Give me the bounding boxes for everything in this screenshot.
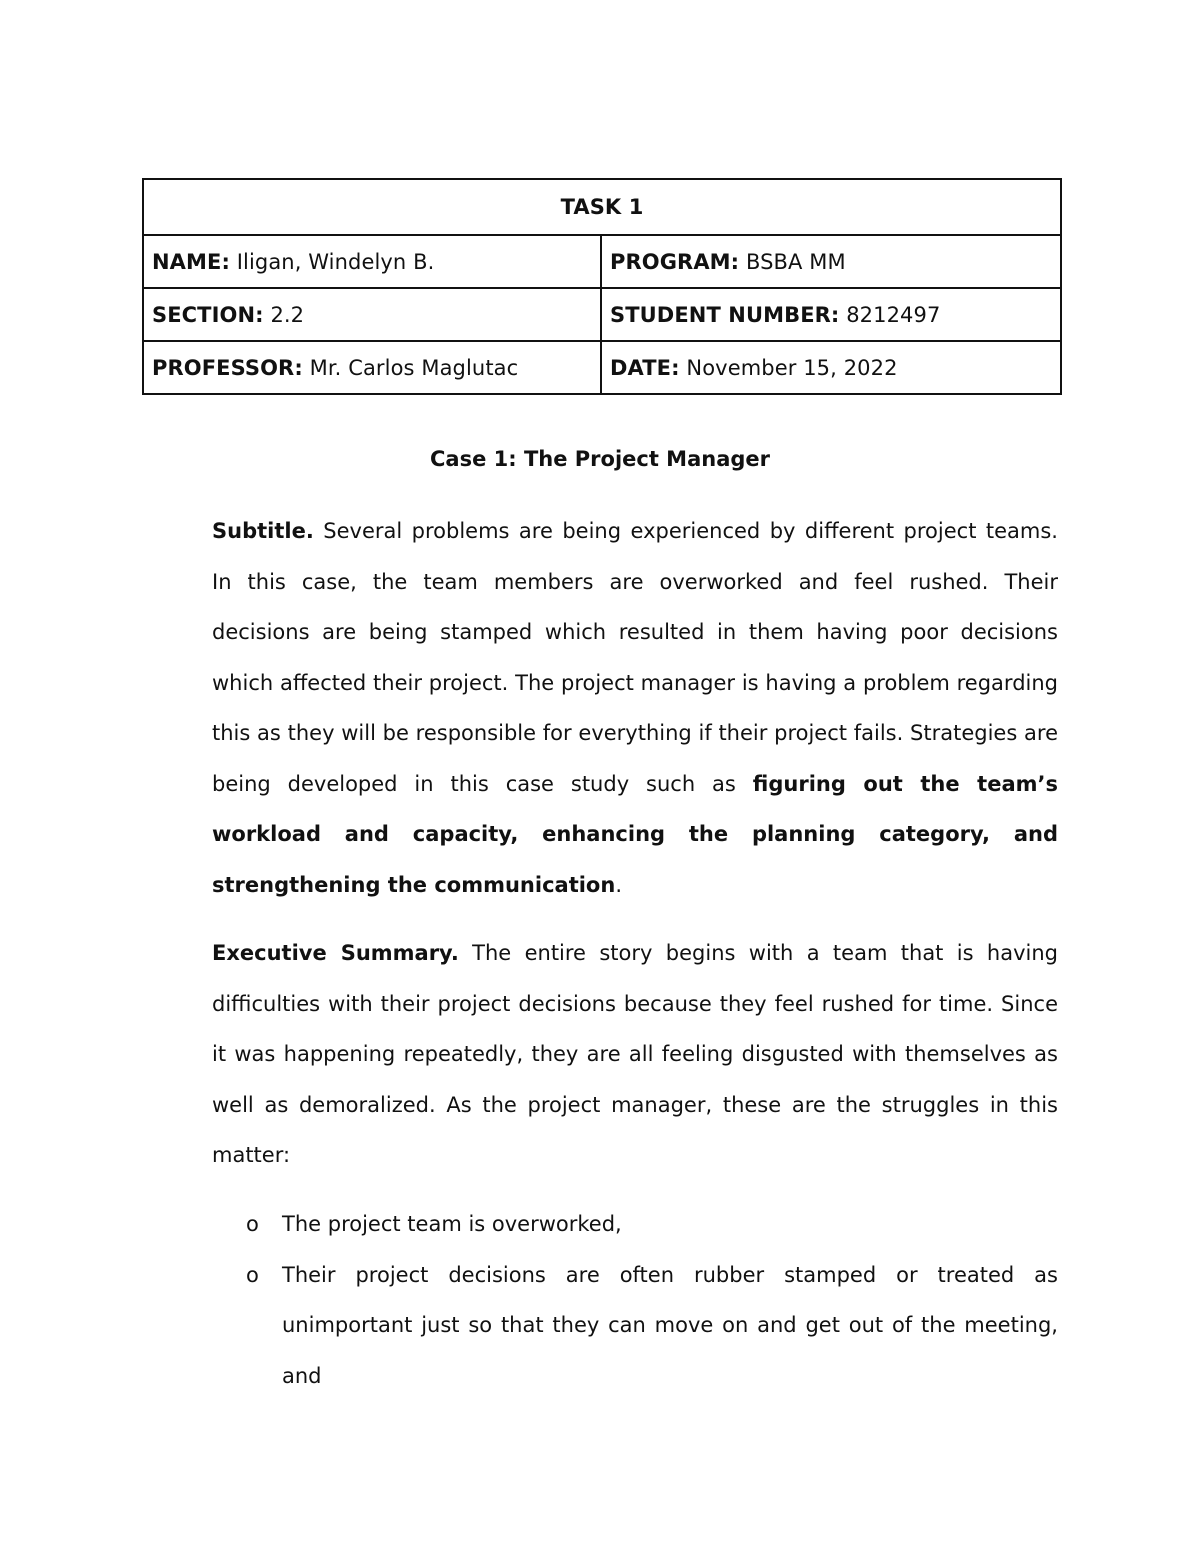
struggles-list: [246, 1199, 1058, 1401]
program-value: BSBA MM: [745, 249, 846, 274]
list-item: [246, 1199, 1058, 1250]
professor-cell: [143, 341, 601, 394]
student-number-value: 8212497: [846, 302, 941, 327]
list-item-text: Their project decisions are often rubber stamped or treated as unimportant just so that they can move on and get out of the meeting, and: [282, 1262, 1058, 1388]
subtitle-emphasis: figuring out the team’s workload and capacity, enhancing the planning category, and strengthening the communication: [212, 771, 1058, 897]
professor-value: Mr. Carlos Maglutac: [309, 355, 519, 380]
student-number-cell: [601, 288, 1061, 341]
date-value: November 15, 2022: [686, 355, 898, 380]
program-label: PROGRAM:: [610, 249, 740, 274]
executive-summary-paragraph: [212, 928, 1058, 1181]
subtitle-end: .: [615, 872, 622, 897]
professor-label: PROFESSOR:: [152, 355, 303, 380]
list-item-text: The project team is overworked,: [282, 1212, 622, 1236]
name-label: NAME:: [152, 249, 230, 274]
subtitle-lead: Subtitle.: [212, 519, 314, 543]
student-number-label: STUDENT NUMBER:: [610, 302, 840, 327]
executive-summary-lead: Executive Summary.: [212, 941, 459, 965]
section-value: 2.2: [270, 302, 305, 327]
subtitle-paragraph: [212, 506, 1058, 910]
section-label: SECTION:: [152, 302, 264, 327]
task-title: TASK 1: [143, 179, 1061, 235]
executive-summary-text: The entire story begins with a team that is having difficulties with their project decisions because they feel rushed for time. Since it was happening repeatedly, they are all feeling disgusted with themselves as well as demoralized. As the project manager, these are the struggles in this matter:: [212, 941, 1058, 1167]
bullet-marker-icon: o: [246, 1262, 259, 1287]
date-label: DATE:: [610, 355, 680, 380]
section-cell: [143, 288, 601, 341]
name-value: Iligan, Windelyn B.: [236, 249, 435, 274]
name-cell: [143, 235, 601, 288]
student-info-table: [142, 178, 1062, 395]
case-title: Case 1: The Project Manager: [429, 447, 771, 471]
bullet-marker-icon: o: [246, 1212, 259, 1236]
list-item: [246, 1250, 1058, 1402]
date-cell: [601, 341, 1061, 394]
program-cell: [601, 235, 1061, 288]
subtitle-text: Several problems are being experienced by different project teams. In this case, the team members are overworked and feel rushed. Their decisions are being stamped which resulted in them having poor decisions which affected their project. The project manager is having a problem regarding this as they will be responsible for everything if their project fails. Strategies are being developed in this case study such as: [212, 519, 1058, 796]
